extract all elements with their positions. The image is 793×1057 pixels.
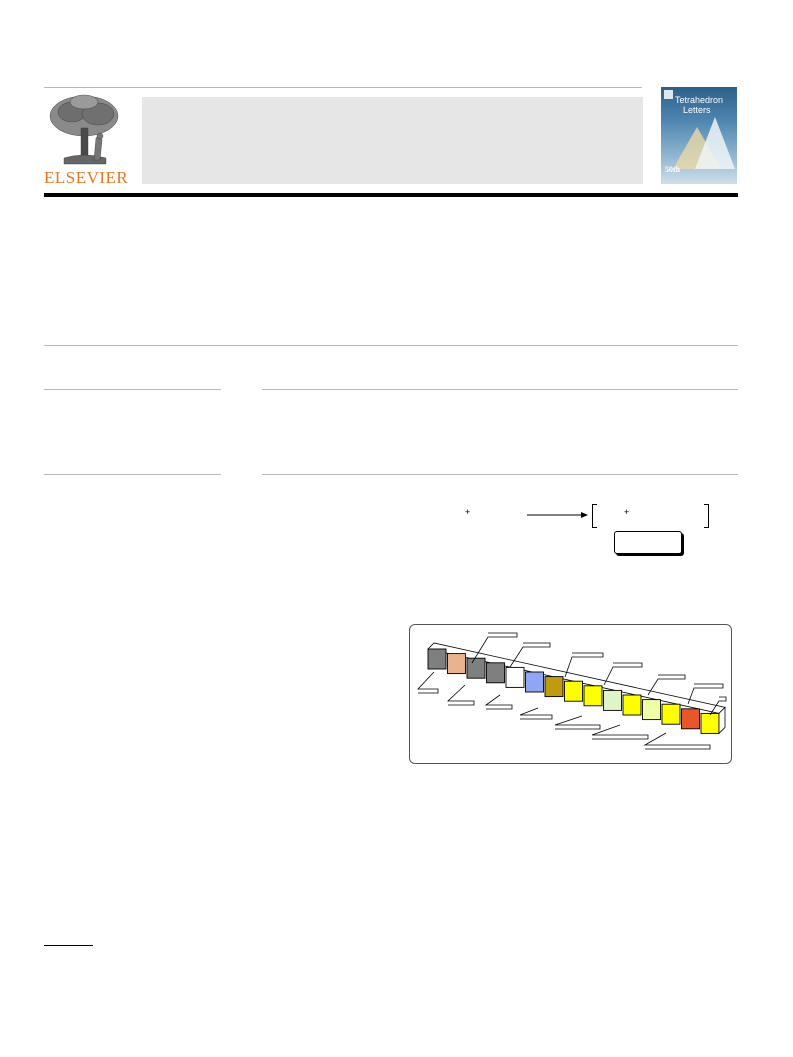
cover-title-line2: Letters bbox=[683, 105, 711, 115]
segment-box bbox=[682, 709, 700, 729]
cover-title-line1: Tetrahedron bbox=[675, 95, 724, 105]
segment-box bbox=[467, 658, 485, 678]
segment-box bbox=[526, 672, 544, 692]
segment-box bbox=[487, 663, 505, 683]
title-block-rule bbox=[44, 345, 738, 346]
article-info-rule-top bbox=[44, 389, 221, 390]
footnote-rule bbox=[44, 945, 93, 946]
journal-header-box bbox=[142, 97, 643, 184]
elsevier-tree-logo bbox=[44, 94, 126, 166]
segment-box bbox=[623, 695, 641, 715]
abstract-rule-bottom bbox=[262, 474, 738, 475]
cover-logo-icon bbox=[664, 90, 673, 99]
cover-anniversary: 50th bbox=[665, 165, 681, 174]
segment-box bbox=[428, 649, 446, 669]
segment-box bbox=[643, 700, 661, 720]
reaction-plus-sign: + bbox=[465, 507, 471, 517]
segment-box bbox=[604, 690, 622, 710]
reaction-plus-sign: + bbox=[624, 507, 630, 517]
bracket-left bbox=[592, 504, 597, 528]
journal-cover-image bbox=[661, 87, 737, 184]
segment-box bbox=[565, 681, 583, 701]
top-rule bbox=[44, 87, 642, 88]
header-thick-rule bbox=[44, 193, 738, 197]
abstract-rule-top bbox=[262, 389, 738, 390]
segment-box bbox=[506, 667, 524, 687]
segment-box bbox=[448, 654, 466, 674]
cover-title bbox=[675, 95, 733, 115]
publisher-wordmark: ELSEVIER bbox=[44, 168, 129, 187]
reaction-arrow bbox=[527, 510, 589, 520]
cover-shape bbox=[695, 117, 735, 169]
reaction-label-box bbox=[614, 531, 682, 554]
segment-box bbox=[662, 704, 680, 724]
article-info-rule-bottom bbox=[44, 474, 221, 475]
figure-panel bbox=[409, 624, 732, 764]
segment-diagram bbox=[410, 625, 731, 763]
bracket-right bbox=[704, 504, 709, 528]
segment-box bbox=[584, 686, 602, 706]
segment-box bbox=[701, 713, 719, 733]
segment-box bbox=[545, 677, 563, 697]
segment-array bbox=[428, 643, 725, 733]
